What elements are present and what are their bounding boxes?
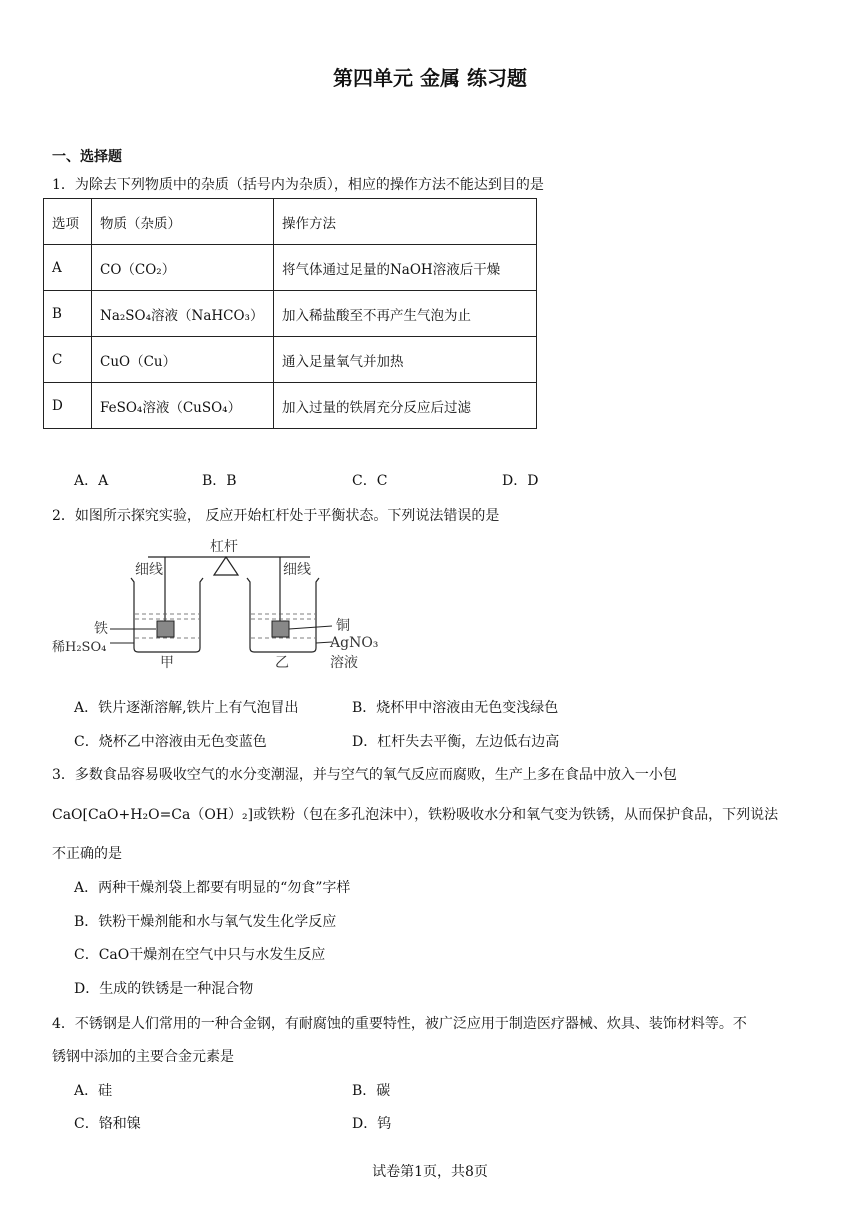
row-substance: CuO（Cu） <box>92 337 274 383</box>
q4-choice-d[interactable]: D．钨 <box>352 1116 392 1132</box>
page-title: 第四单元 金属 练习题 <box>333 66 527 90</box>
table-row <box>44 291 537 337</box>
row-option: D <box>44 383 92 429</box>
q3-choice-a[interactable]: A．两种干燥剂袋上都要有明显的“勿食”字样 <box>74 880 351 896</box>
q3-choice-d[interactable]: D．生成的铁锈是一种混合物 <box>74 981 254 997</box>
question-4-line-1: 4．不锈钢是人们常用的一种合金钢，有耐腐蚀的重要特性，被广泛应用于制造医疗器械、炊具、装饰材料等。不 <box>52 1016 747 1032</box>
silver-nitrate-label: AgNO₃ <box>330 635 379 651</box>
lever-experiment-diagram <box>48 534 388 680</box>
row-substance: Na₂SO₄溶液（NaHCO₃） <box>92 291 274 337</box>
section-heading: 一、选择题 <box>52 149 122 165</box>
row-method: 将气体通过足量的NaOH溶液后干燥 <box>274 245 537 291</box>
table-row <box>44 245 537 291</box>
row-option: A <box>44 245 92 291</box>
header-method: 操作方法 <box>274 199 537 245</box>
table-row <box>44 337 537 383</box>
beaker-left-icon <box>131 578 203 652</box>
q2-choice-b[interactable]: B．烧杯甲中溶液由无色变浅绿色 <box>352 700 559 716</box>
question-3-line-3: 不正确的是 <box>52 846 122 862</box>
row-substance: CO（CO₂） <box>92 245 274 291</box>
q2-choice-a[interactable]: A．铁片逐渐溶解,铁片上有气泡冒出 <box>74 700 299 716</box>
row-option: B <box>44 291 92 337</box>
table-header-row <box>44 199 537 245</box>
q2-choice-d[interactable]: D．杠杆失去平衡，左边低右边高 <box>352 734 560 750</box>
beaker-right-icon <box>247 578 319 652</box>
question-4-line-2: 锈钢中添加的主要合金元素是 <box>52 1049 234 1065</box>
question-3-line-2: CaO[CaO+H₂O=Ca（OH）₂]或铁粉（包在多孔泡沫中），铁粉吸收水分和氧气变为铁锈，从而保护食品，下列说法 <box>52 807 779 823</box>
lever-label: 杠杆 <box>210 539 238 555</box>
q1-choice-a[interactable]: A．A <box>74 473 109 489</box>
row-method: 通入足量氧气并加热 <box>274 337 537 383</box>
row-substance: FeSO₄溶液（CuSO₄） <box>92 383 274 429</box>
iron-label: 铁 <box>94 621 108 637</box>
q2-choice-c[interactable]: C．烧杯乙中溶液由无色变蓝色 <box>74 734 267 750</box>
copper-label: 铜 <box>336 618 350 634</box>
q4-choice-a[interactable]: A．硅 <box>74 1083 113 1099</box>
table-row <box>44 383 537 429</box>
q1-choice-b[interactable]: B．B <box>202 473 237 489</box>
row-option: C <box>44 337 92 383</box>
question-1-stem: 1．为除去下列物质中的杂质（括号内为杂质），相应的操作方法不能达到目的是 <box>52 177 544 193</box>
question-1-table <box>43 198 537 429</box>
question-3-line-1: 3．多数食品容易吸收空气的水分变潮湿，并与空气的氧气反应而腐败，生产上多在食品中放入一小包 <box>52 767 677 783</box>
question-2-stem: 2．如图所示探究实验， 反应开始杠杆处于平衡状态。下列说法错误的是 <box>52 508 500 524</box>
row-method: 加入稀盐酸至不再产生气泡为止 <box>274 291 537 337</box>
thread-left-label: 细线 <box>135 562 163 578</box>
q3-choice-b[interactable]: B．铁粉干燥剂能和水与氧气发生化学反应 <box>74 914 337 930</box>
beaker-right-label: 乙 <box>275 655 289 671</box>
solution-label: 溶液 <box>330 655 358 671</box>
q1-choice-c[interactable]: C．C <box>352 473 388 489</box>
q4-choice-b[interactable]: B．碳 <box>352 1083 391 1099</box>
beaker-left-label: 甲 <box>160 655 174 671</box>
thread-right-label: 细线 <box>283 562 311 578</box>
header-substance: 物质（杂质） <box>92 199 274 245</box>
header-option: 选项 <box>44 199 92 245</box>
q3-choice-c[interactable]: C．CaO干燥剂在空气中只与水发生反应 <box>74 947 326 963</box>
acid-label: 稀H₂SO₄ <box>52 640 107 655</box>
row-method: 加入过量的铁屑充分反应后过滤 <box>274 383 537 429</box>
fulcrum-icon <box>214 557 238 575</box>
q4-choice-c[interactable]: C．铬和镍 <box>74 1116 141 1132</box>
q1-choice-d[interactable]: D．D <box>502 473 539 489</box>
page-footer: 试卷第1页，共8页 <box>372 1164 488 1180</box>
